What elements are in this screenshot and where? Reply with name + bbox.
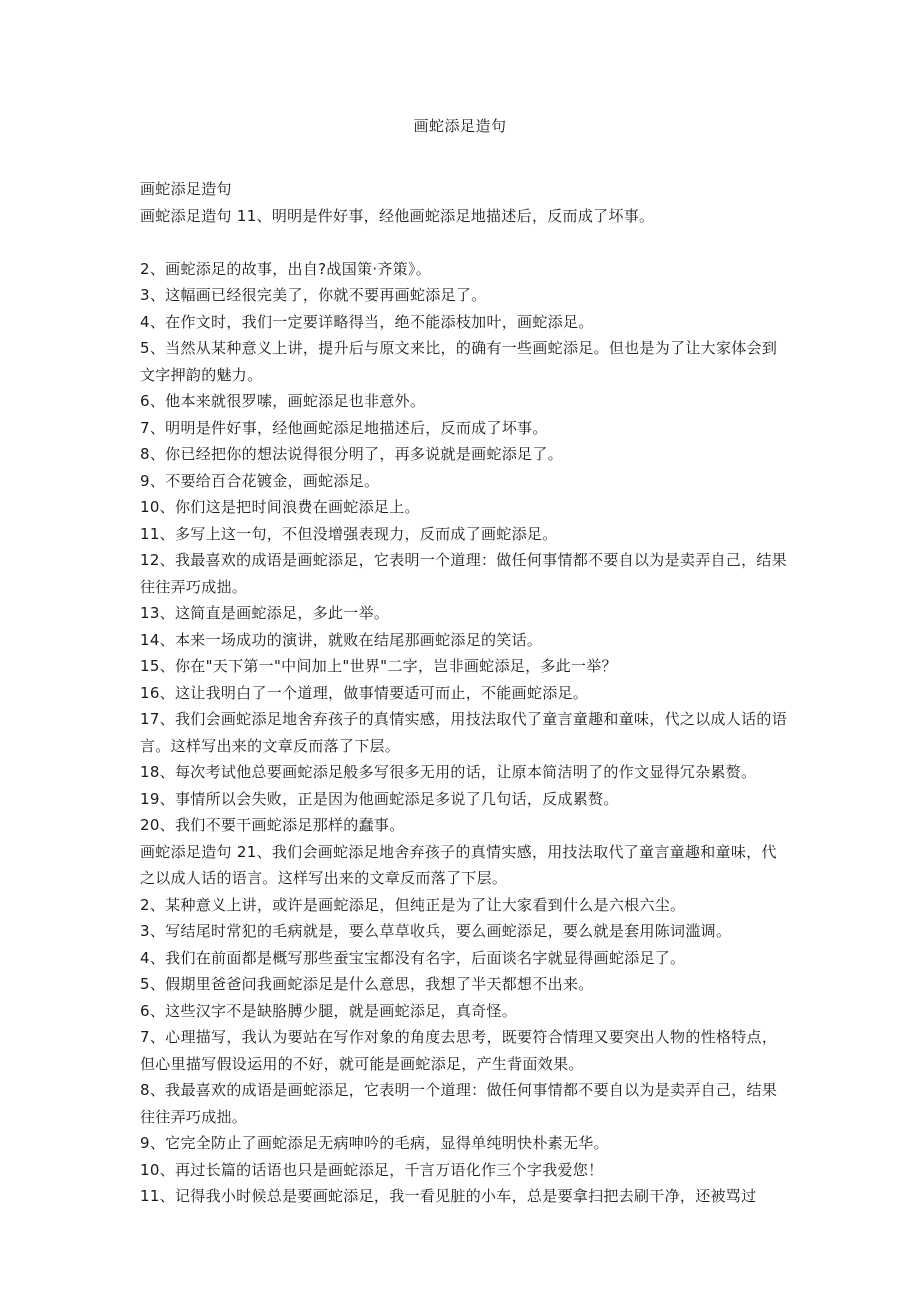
paragraph: 9、不要给百合花镀金，画蛇添足。 <box>140 471 380 490</box>
paragraph: 16、这让我明白了一个道理，做事情要适可而止，不能画蛇添足。 <box>140 683 589 702</box>
paragraph: 10、你们这是把时间浪费在画蛇添足上。 <box>140 498 420 516</box>
paragraph: 4、在作文时，我们一定要详略得当，绝不能添枝加叶，画蛇添足。 <box>140 312 594 331</box>
document-title: 画蛇添足造句 <box>413 117 507 135</box>
paragraph: 11、多写上这一句，不但没增强表现力，反而成了画蛇添足。 <box>140 524 558 543</box>
paragraph: 5、当然从某种意义上讲，提升后与原文来比，的确有一些画蛇添足。但也是为了让大家体会到文字押韵的魅力。 <box>140 339 778 384</box>
paragraph: 20、我们不要干画蛇添足那样的蠢事。 <box>140 816 405 834</box>
paragraph: 2、某种意义上讲，或许是画蛇添足，但纯正是为了让大家看到什么是六根六尘。 <box>140 895 686 914</box>
paragraph: 19、事情所以会失败，正是因为他画蛇添足多说了几句话，反成累赘。 <box>140 789 619 808</box>
paragraph: 10、再过长篇的话语也只是画蛇添足，千言万语化作三个字我爱您！ <box>140 1160 604 1179</box>
paragraph: 13、这简直是画蛇添足，多此一举。 <box>140 604 390 622</box>
paragraph: 7、明明是件好事，经他画蛇添足地描述后，反而成了坏事。 <box>140 418 548 437</box>
paragraph: 15、你在"天下第一"中间加上"世界"二字，岂非画蛇添足，多此一举？ <box>140 657 617 675</box>
paragraph: 画蛇添足造句 11、明明是件好事，经他画蛇添足地描述后，反而成了坏事。 <box>140 206 655 225</box>
paragraph: 3、这幅画已经很完美了，你就不要再画蛇添足了。 <box>140 286 487 304</box>
paragraph: 画蛇添足造句 21、我们会画蛇添足地舍弃孩子的真情实感，用技法取代了童言童趣和童味，代之以成人话的语言。这样写出来的文章反而落了下层。 <box>140 842 777 887</box>
paragraph: 2、画蛇添足的故事，出自?战国策·齐策》。 <box>140 259 432 278</box>
paragraph: 5、假期里爸爸问我画蛇添足是什么意思，我想了半天都想不出来。 <box>140 975 594 993</box>
paragraph: 8、我最喜欢的成语是画蛇添足，它表明一个道理：做任何事情都不要自以为是卖弄自己，结果往往弄巧成拙。 <box>140 1081 778 1126</box>
blank-line <box>140 229 790 256</box>
paragraph: 8、你已经把你的想法说得很分明了，再多说就是画蛇添足了。 <box>140 445 563 463</box>
paragraph: 7、心理描写，我认为要站在写作对象的角度去思考，既要符合情理又要突出人物的性格特点，但心里描写假设运用的不好，就可能是画蛇添足，产生背面效果。 <box>140 1028 778 1073</box>
paragraph: 17、我们会画蛇添足地舍弃孩子的真情实感，用技法取代了童言童趣和童味，代之以成人话的语言。这样写出来的文章反而落了下层。 <box>140 710 787 755</box>
paragraph: 6、他本来就很罗嗦，画蛇添足也非意外。 <box>140 392 426 410</box>
paragraph: 14、本来一场成功的演讲，就败在结尾那画蛇添足的笑话。 <box>140 630 543 649</box>
paragraph: 12、我最喜欢的成语是画蛇添足，它表明一个道理：做任何事情都不要自以为是卖弄自己，结果往往弄巧成拙。 <box>140 551 787 596</box>
paragraph: 3、写结尾时常犯的毛病就是，要么草草收兵，要么画蛇添足，要么就是套用陈词滥调。 <box>140 922 732 940</box>
paragraph: 9、它完全防止了画蛇添足无病呻吟的毛病，显得单纯明快朴素无华。 <box>140 1134 609 1152</box>
paragraph: 18、每次考试他总要画蛇添足般多写很多无用的话，让原本简洁明了的作文显得冗杂累赘。 <box>140 763 757 781</box>
paragraph: 画蛇添足造句 <box>140 180 232 198</box>
paragraph: 11、记得我小时候总是要画蛇添足，我一看见脏的小车，总是要拿扫把去刷干净，还被骂过 <box>140 1187 757 1205</box>
paragraph: 6、这些汉字不是缺胳膊少腿，就是画蛇添足，真奇怪。 <box>140 1001 518 1020</box>
document-body <box>140 176 790 1210</box>
paragraph: 4、我们在前面都是概写那些蚕宝宝都没有名字，后面谈名字就显得画蛇添足了。 <box>140 948 686 967</box>
